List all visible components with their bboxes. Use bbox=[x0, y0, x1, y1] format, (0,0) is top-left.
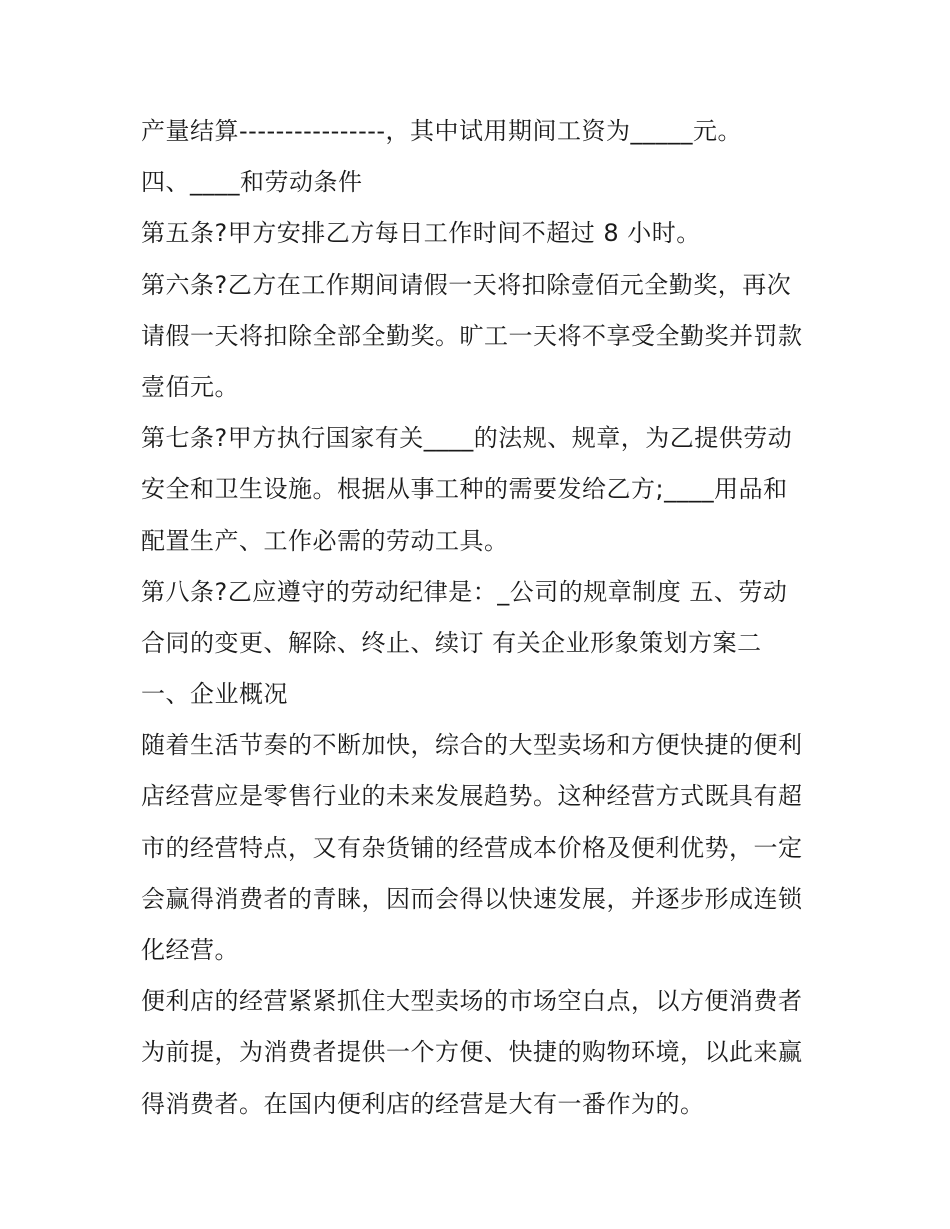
text-line: 壹佰元。 bbox=[141, 372, 239, 401]
text-line: 会赢得消费者的青睐，因而会得以快速发展，并逐步形成连锁 bbox=[141, 884, 803, 913]
section-heading: 四、____和劳动条件 bbox=[141, 168, 363, 197]
text-line: 合同的变更、解除、终止、续订 有关企业形象策划方案二 bbox=[141, 628, 762, 657]
text-line: 配置生产、工作必需的劳动工具。 bbox=[141, 526, 509, 555]
text-line: 为前提，为消费者提供一个方便、快捷的购物环境，以此来赢 bbox=[141, 1038, 803, 1067]
text-line: 第七条?甲方执行国家有关____的法规、规章，为乙提供劳动 bbox=[141, 424, 793, 453]
document-body bbox=[141, 106, 821, 1130]
text-line: 得消费者。在国内便利店的经营是大有一番作为的。 bbox=[141, 1089, 705, 1118]
text-line: 市的经营特点，又有杂货铺的经营成本价格及便利优势，一定 bbox=[141, 833, 803, 862]
section-heading: 一、企业概况 bbox=[141, 680, 288, 709]
text-line: 化经营。 bbox=[141, 936, 239, 964]
text-line: 第八条?乙应遵守的劳动纪律是：_公司的规章制度 五、劳动 bbox=[141, 577, 788, 606]
text-line: 请假一天将扣除全部全勤奖。旷工一天将不享受全勤奖并罚款 bbox=[141, 321, 803, 350]
text-line: 产量结算----------------，其中试用期间工资为_____元。 bbox=[141, 117, 743, 145]
text-line: 安全和卫生设施。根据从事工种的需要发给乙方;____用品和 bbox=[141, 475, 788, 504]
text-line: 随着生活节奏的不断加快，综合的大型卖场和方便快捷的便利 bbox=[141, 731, 803, 760]
text-line: 第六条?乙方在工作期间请假一天将扣除壹佰元全勤奖，再次 bbox=[141, 270, 792, 299]
text-line: 第五条?甲方安排乙方每日工作时间不超过 8 小时。 bbox=[141, 219, 701, 248]
text-line: 店经营应是零售行业的未来发展趋势。这种经营方式既具有超 bbox=[141, 782, 803, 811]
text-line: 便利店的经营紧紧抓住大型卖场的市场空白点，以方便消费者 bbox=[141, 987, 803, 1016]
